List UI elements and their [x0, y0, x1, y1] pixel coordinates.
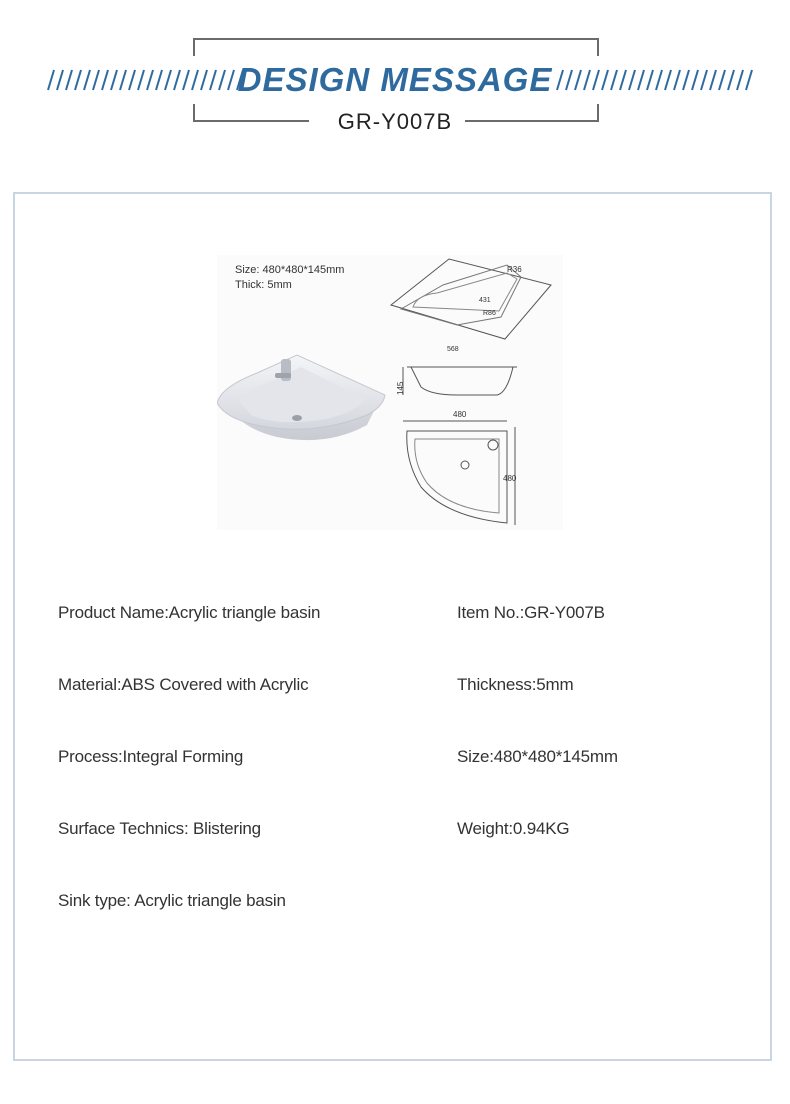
spec-sink-type: Sink type: Acrylic triangle basin — [58, 891, 286, 910]
spec-size: Size:480*480*145mm — [457, 747, 618, 766]
spec-item-no: Item No.:GR-Y007B — [457, 603, 605, 622]
top-view-drawing — [391, 259, 551, 339]
section-title: DESIGN MESSAGE — [237, 61, 553, 98]
spec-process: Process:Integral Forming — [58, 747, 244, 766]
spec-surface-technics: Surface Technics: Blistering — [58, 819, 261, 838]
size-note: Size: 480*480*145mm — [235, 264, 345, 276]
side-view-drawing — [403, 367, 517, 395]
dim-568: 568 — [447, 346, 459, 353]
spec-weight: Weight:0.94KG — [457, 819, 570, 838]
dim-145: 145 — [396, 381, 405, 395]
dim-480-width: 480 — [453, 410, 467, 419]
dim-480-length: 480 — [503, 474, 517, 483]
spec-material: Material:ABS Covered with Acrylic — [58, 675, 309, 694]
plan-view-drawing — [403, 421, 515, 525]
dim-r86: R86 — [483, 310, 496, 317]
dim-431: 431 — [479, 297, 491, 304]
basin-photo — [217, 355, 385, 440]
product-drawing — [217, 255, 563, 530]
basin-illustration — [217, 255, 563, 530]
dim-r36: R36 — [507, 265, 522, 274]
thick-note: Thick: 5mm — [235, 279, 292, 291]
spec-thickness: Thickness:5mm — [457, 675, 574, 694]
model-code: GR-Y007B — [337, 109, 453, 134]
spec-product-name: Product Name:Acrylic triangle basin — [58, 603, 321, 622]
